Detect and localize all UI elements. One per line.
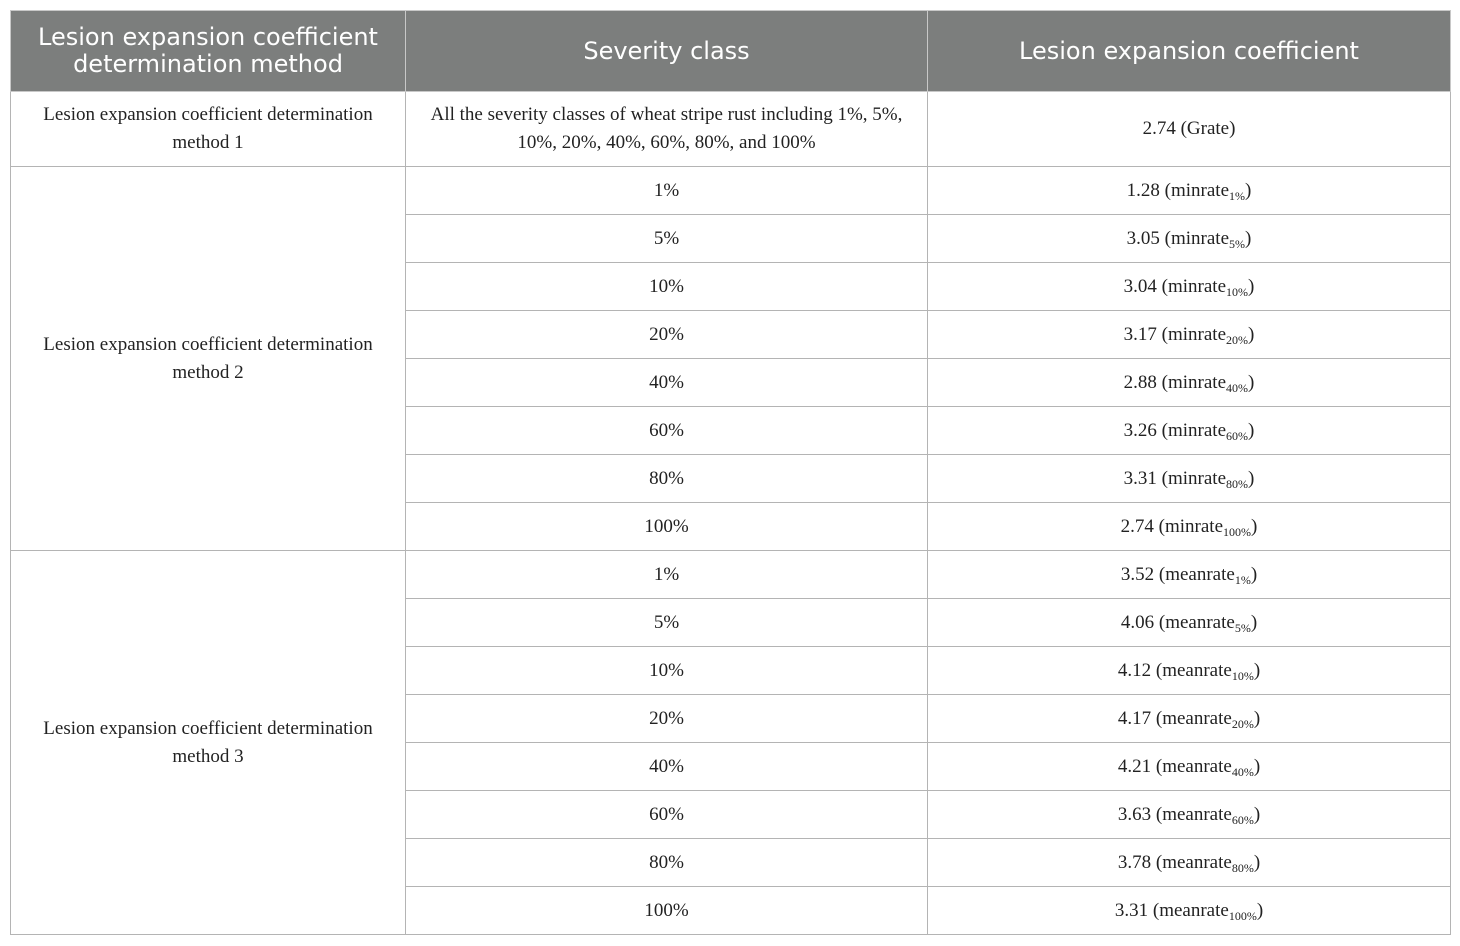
severity-class-cell: 80% [406, 839, 928, 887]
table-row [11, 167, 1451, 215]
coefficient-label: minrate [1167, 419, 1227, 441]
coefficient-subscript: 10% [1231, 668, 1254, 683]
coefficient-label: minrate [1167, 275, 1227, 297]
table-row [11, 551, 1451, 599]
severity-class-cell: 20% [406, 695, 928, 743]
coefficient-cell: 3.05 (minrate$_{5\%}$) [928, 215, 1451, 263]
coefficient-label: minrate [1167, 467, 1227, 489]
table-body [11, 92, 1451, 935]
header-row [11, 11, 1451, 92]
coefficient-label: meanrate [1162, 851, 1232, 873]
coefficient-label: minrate [1170, 179, 1230, 201]
method-cell: Lesion expansion coefficient determination method 2 [11, 167, 406, 551]
coefficient-subscript: 100% [1228, 908, 1257, 923]
header-severity-class: Severity class [406, 11, 928, 92]
coefficient-cell: 4.12 (meanrate$_{10\%}$) [928, 647, 1451, 695]
severity-class-cell: 100% [406, 887, 928, 935]
coefficient-cell: 3.63 (meanrate$_{60\%}$) [928, 791, 1451, 839]
coefficient-cell: 4.21 (meanrate$_{40\%}$) [928, 743, 1451, 791]
coefficient-cell: 3.52 (meanrate$_{1\%}$) [928, 551, 1451, 599]
coefficient-subscript: 80% [1231, 860, 1254, 875]
coefficient-label: meanrate [1159, 899, 1229, 921]
table-header [11, 11, 1451, 92]
coefficient-cell: 2.74 (minrate$_{100\%}$) [928, 503, 1451, 551]
coefficient-value: 3.26 [1123, 419, 1157, 441]
coefficient-label: meanrate [1162, 659, 1232, 681]
coefficient-value: 3.17 [1123, 323, 1157, 345]
severity-class-cell: All the severity classes of wheat stripe rust including 1%, 5%, 10%, 20%, 40%, 60%, 80%, and 100% [406, 92, 928, 167]
severity-class-cell: 60% [406, 791, 928, 839]
coefficient-cell: 3.04 (minrate$_{10\%}$) [928, 263, 1451, 311]
coefficient-value: 3.04 [1123, 275, 1157, 297]
coefficient-subscript: 10% [1226, 284, 1249, 299]
severity-class-cell: 40% [406, 359, 928, 407]
coefficient-value: 3.78 [1117, 851, 1152, 873]
coefficient-value: 1.28 [1126, 179, 1160, 201]
coefficient-subscript: 60% [1231, 812, 1254, 827]
coefficient-value: 4.17 [1117, 707, 1152, 729]
coefficient-subscript: 20% [1226, 332, 1249, 347]
coefficient-value: 4.21 [1117, 755, 1152, 777]
coefficient-value: 2.88 [1123, 371, 1157, 393]
severity-class-cell: 1% [406, 167, 928, 215]
coefficient-cell: 4.17 (meanrate$_{20\%}$) [928, 695, 1451, 743]
coefficient-label: meanrate [1165, 563, 1235, 585]
coefficient-cell: 3.31 (minrate$_{80\%}$) [928, 455, 1451, 503]
severity-class-cell: 80% [406, 455, 928, 503]
coefficient-value: 2.74 [1142, 118, 1176, 139]
coefficient-label: Grate [1186, 118, 1230, 139]
coefficient-value: 3.31 [1114, 899, 1149, 921]
coefficient-subscript: 40% [1231, 764, 1254, 779]
severity-class-cell: 5% [406, 599, 928, 647]
coefficient-label: minrate [1167, 371, 1227, 393]
coefficient-subscript: 1% [1234, 572, 1251, 587]
coefficient-table [10, 10, 1451, 935]
coefficient-subscript: 60% [1226, 428, 1249, 443]
coefficient-cell: 3.78 (meanrate$_{80\%}$) [928, 839, 1451, 887]
severity-class-cell: 10% [406, 647, 928, 695]
method-cell: Lesion expansion coefficient determination method 3 [11, 551, 406, 935]
coefficient-cell: 3.17 (minrate$_{20\%}$) [928, 311, 1451, 359]
coefficient-label: minrate [1170, 227, 1230, 249]
coefficient-label: meanrate [1162, 803, 1232, 825]
coefficient-subscript: 20% [1231, 716, 1254, 731]
coefficient-value: 3.52 [1120, 563, 1155, 585]
coefficient-cell: 1.28 (minrate$_{1\%}$) [928, 167, 1451, 215]
coefficient-subscript: 1% [1229, 188, 1246, 203]
coefficient-cell: 3.26 (minrate$_{60\%}$) [928, 407, 1451, 455]
coefficient-subscript: 40% [1226, 380, 1249, 395]
coefficient-subscript: 80% [1226, 476, 1249, 491]
severity-class-cell: 10% [406, 263, 928, 311]
coefficient-subscript: 5% [1229, 236, 1246, 251]
coefficient-value: 4.06 [1120, 611, 1155, 633]
coefficient-subscript: 5% [1234, 620, 1251, 635]
coefficient-value: 4.12 [1117, 659, 1152, 681]
method-cell: Lesion expansion coefficient determination method 1 [11, 92, 406, 167]
coefficient-label: minrate [1167, 323, 1227, 345]
header-coefficient: Lesion expansion coefficient [928, 11, 1451, 92]
table-row [11, 92, 1451, 167]
coefficient-label: meanrate [1162, 707, 1232, 729]
severity-class-cell: 60% [406, 407, 928, 455]
header-method: Lesion expansion coefficient determination method [11, 11, 406, 92]
coefficient-cell: 3.31 (meanrate$_{100\%}$) [928, 887, 1451, 935]
coefficient-label: minrate [1164, 515, 1224, 537]
coefficient-subscript: 100% [1223, 524, 1252, 539]
severity-class-cell: 5% [406, 215, 928, 263]
coefficient-label: meanrate [1165, 611, 1235, 633]
coefficient-cell: 2.74 (Grate) [928, 92, 1451, 167]
coefficient-value: 3.05 [1126, 227, 1160, 249]
severity-class-cell: 40% [406, 743, 928, 791]
coefficient-value: 3.31 [1123, 467, 1157, 489]
severity-class-cell: 20% [406, 311, 928, 359]
coefficient-label: meanrate [1162, 755, 1232, 777]
severity-class-cell: 1% [406, 551, 928, 599]
coefficient-cell: 4.06 (meanrate$_{5\%}$) [928, 599, 1451, 647]
coefficient-value: 2.74 [1120, 515, 1154, 537]
severity-class-cell: 100% [406, 503, 928, 551]
coefficient-cell: 2.88 (minrate$_{40\%}$) [928, 359, 1451, 407]
coefficient-value: 3.63 [1117, 803, 1152, 825]
